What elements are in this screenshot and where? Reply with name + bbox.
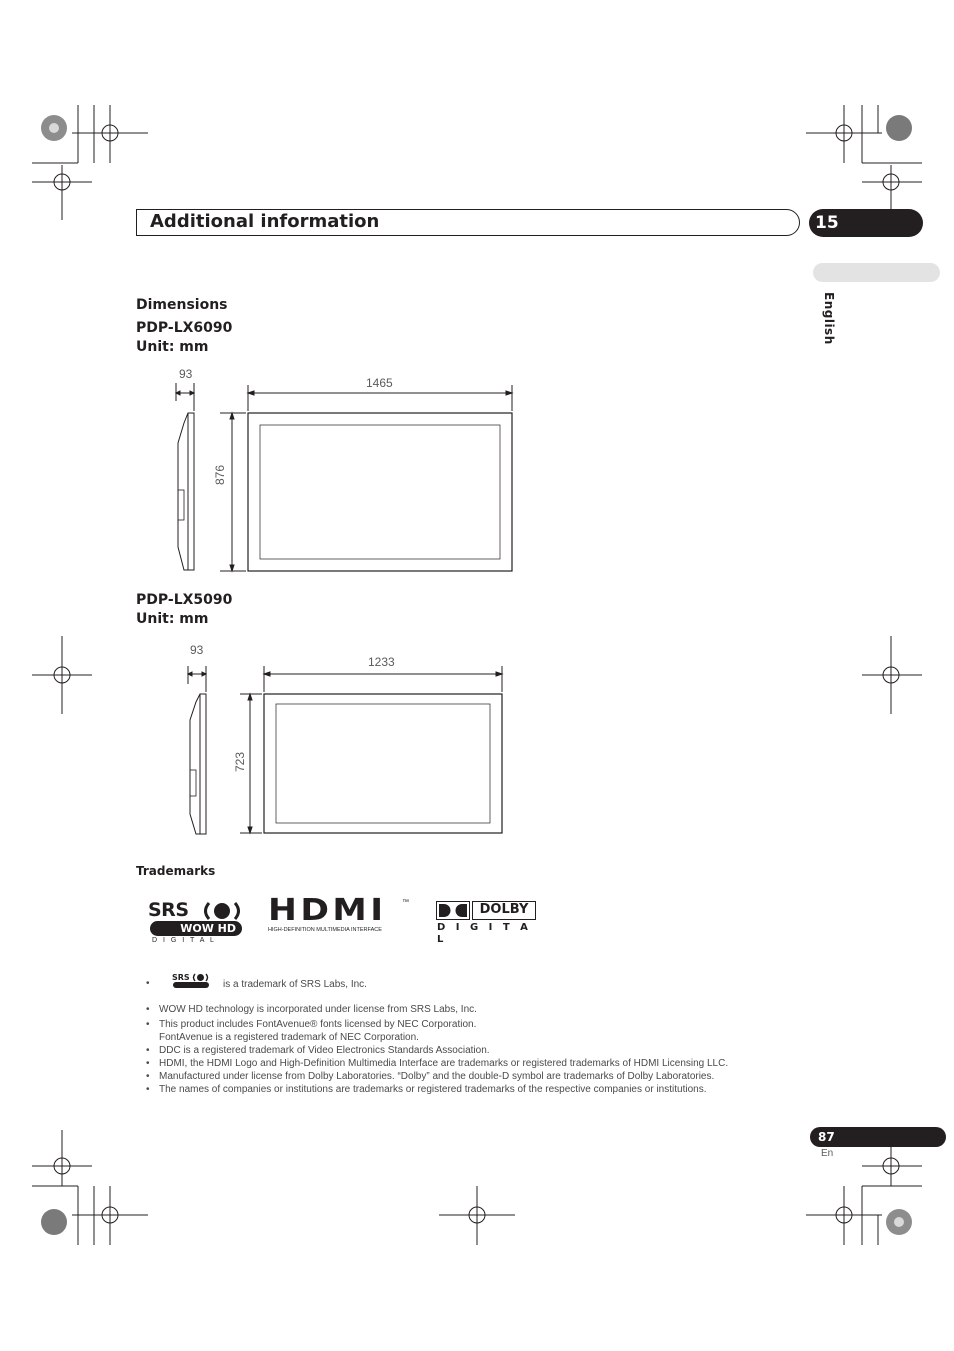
height-label-1: 876 — [213, 464, 227, 485]
srs-small-badge — [173, 982, 209, 988]
hdmi-logo-text: HDMI — [268, 893, 387, 928]
srs-digital-text: D I G I T A L — [152, 937, 216, 944]
hdmi-logo — [268, 893, 416, 939]
width-label-2: 1233 — [368, 655, 395, 669]
trademark-list — [146, 1003, 826, 1096]
page-title: Additional information — [150, 211, 380, 232]
wowhd-badge: WOW HD — [150, 921, 242, 936]
depth-label-2: 93 — [190, 643, 204, 657]
height-label-2: 723 — [233, 751, 247, 772]
srs-small-circle-icon — [192, 973, 209, 982]
list-item: FontAvenue is a registered trademark of NEC Corporation. — [159, 1032, 419, 1043]
page-language: En — [821, 1148, 834, 1159]
hdmi-tagline: HIGH-DEFINITION MULTIMEDIA INTERFACE — [268, 927, 382, 933]
list-item: • DDC is a registered trademark of Video Electronics Standards Association. — [146, 1044, 826, 1057]
srs-bullet: • — [146, 978, 150, 989]
page-number: 87 — [818, 1130, 835, 1144]
list-item: • This product includes FontAvenue® fonts licensed by NEC Corporation. — [146, 1018, 826, 1031]
chapter-number: 15 — [815, 213, 839, 233]
model-name-2: PDP-LX5090 — [136, 592, 233, 608]
list-item: • WOW HD technology is incorporated under license from SRS Labs, Inc. — [146, 1003, 826, 1016]
model-name-1: PDP-LX6090 — [136, 320, 233, 336]
dolby-digital-logo — [436, 901, 538, 945]
srs-wowhd-logo — [148, 899, 244, 945]
srs-logo-text: SRS — [148, 899, 189, 921]
trademarks-heading: Trademarks — [136, 864, 216, 878]
dimensions-heading: Dimensions — [136, 297, 228, 313]
list-item: • HDMI, the HDMI Logo and High-Definition Multimedia Interface are trademarks or registered trademarks of HDMI Licensing LLC. — [146, 1057, 826, 1070]
width-label-1: 1465 — [366, 376, 393, 390]
list-item: • Manufactured under license from Dolby Laboratories. “Dolby” and the double-D symbol are trademarks of Dolby Laboratories. — [146, 1070, 826, 1083]
dolby-logo-text: DOLBY — [472, 901, 536, 920]
dimension-diagram-lx5090 — [180, 640, 510, 840]
dolby-digital-text: D I G I T A L — [437, 922, 532, 945]
language-tab — [813, 263, 940, 282]
srs-trademark-text: is a trademark of SRS Labs, Inc. — [223, 979, 367, 990]
srs-circle-icon — [201, 901, 243, 921]
depth-label-1: 93 — [179, 367, 193, 381]
hdmi-tm: ™ — [402, 899, 409, 906]
language-label: English — [822, 292, 836, 345]
double-d-icon — [436, 901, 470, 920]
unit-label-2: Unit: mm — [136, 611, 209, 627]
srs-small-logo — [172, 973, 210, 991]
srs-small-logo-text: SRS — [172, 973, 190, 982]
unit-label-1: Unit: mm — [136, 339, 209, 355]
list-item: • The names of companies or institutions are trademarks or registered trademarks of the respective companies or institutions. — [146, 1083, 826, 1096]
